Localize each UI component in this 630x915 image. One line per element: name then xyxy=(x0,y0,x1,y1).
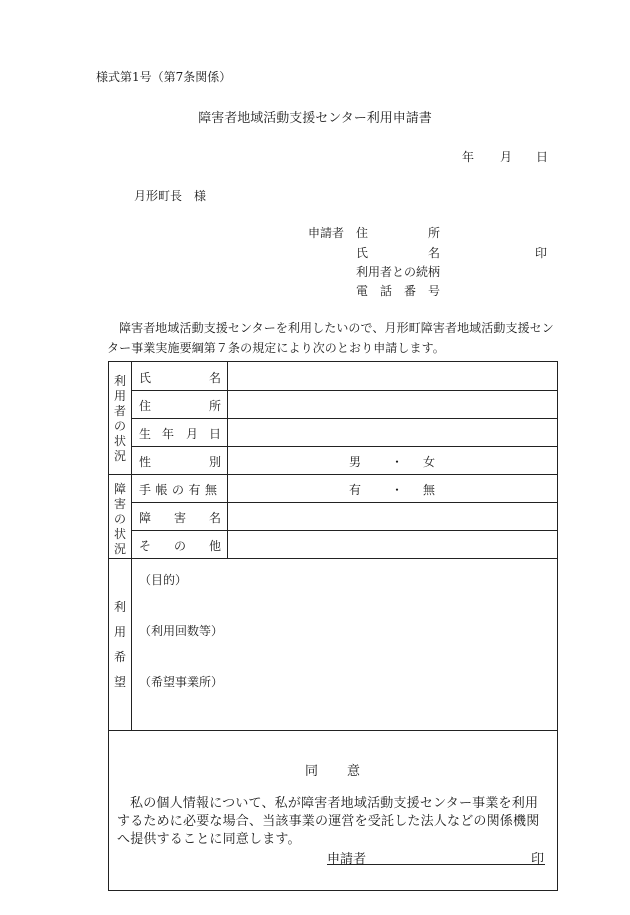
applicant-address-char-2: 所 xyxy=(428,226,441,240)
applicant-phone-char-2: 話 xyxy=(380,284,393,298)
consent-applicant-label: 申請者 xyxy=(327,852,367,867)
section-divider xyxy=(109,474,557,475)
date-year-label: 年 xyxy=(462,150,475,164)
sex-option-female[interactable]: 女 xyxy=(423,455,436,469)
applicant-label: 申請者 xyxy=(308,226,345,240)
disability-section-header: 障 害 の 状 況 xyxy=(113,482,126,556)
applicant-phone-char-4: 号 xyxy=(428,284,441,298)
addressee: 月形町長 様 xyxy=(134,189,207,203)
disability-name-label-char-2: 害 xyxy=(174,511,187,525)
user-address-label-char-1: 住 xyxy=(139,399,152,413)
user-name-label-char-2: 名 xyxy=(209,371,222,385)
other-label-char-1: そ xyxy=(139,539,152,553)
user-name-label-char-1: 氏 xyxy=(139,371,152,385)
row-divider xyxy=(131,390,557,391)
consent-title-char-1: 同 xyxy=(305,764,319,779)
purpose-label: （目的） xyxy=(139,573,188,587)
application-intro-text: 障害者地域活動支援センターを利用したいので、月形町障害者地域活動支援センター事業実施要綱第７条の規定により次のとおり申請します。 xyxy=(107,321,554,355)
applicant-phone-char-1: 電 xyxy=(356,284,369,298)
document-title: 障害者地域活動支援センター利用申請書 xyxy=(198,111,432,126)
other-label-char-2: の xyxy=(174,539,187,553)
sex-label-char-2: 別 xyxy=(209,455,222,469)
consent-title-char-2: 意 xyxy=(347,764,361,779)
date-day-label: 日 xyxy=(536,150,549,164)
row-divider xyxy=(131,502,557,503)
consent-text: 私の個人情報について、私が障害者地域活動支援センター事業を利用するために必要な場合、当該事業の運営を受託した法人などの関係機関へ提供することに同意します。 xyxy=(117,796,540,847)
section-divider xyxy=(109,730,557,731)
applicant-phone-char-3: 番 xyxy=(404,284,417,298)
notebook-option-separator: ・ xyxy=(391,483,404,497)
applicant-name-char-2: 名 xyxy=(428,246,441,260)
consent-signature-line xyxy=(327,864,545,865)
notebook-option-yes[interactable]: 有 xyxy=(349,483,362,497)
sex-option-male[interactable]: 男 xyxy=(349,455,362,469)
birthdate-label-char-2: 年 xyxy=(162,427,175,441)
user-section-header: 利 用 者 の 状 況 xyxy=(113,374,126,463)
notebook-option-no[interactable]: 無 xyxy=(423,483,436,497)
form-number: 様式第1号（第7条関係） xyxy=(96,70,232,84)
application-table xyxy=(108,361,558,891)
label-value-divider xyxy=(227,362,228,558)
other-label-char-3: 他 xyxy=(209,539,222,553)
applicant-seal-mark: 印 xyxy=(535,246,548,260)
applicant-relation-label: 利用者との続柄 xyxy=(356,265,441,279)
sex-option-separator: ・ xyxy=(391,455,404,469)
section-divider xyxy=(109,558,557,559)
usage-frequency-label: （利用回数等） xyxy=(139,624,224,638)
row-divider xyxy=(131,446,557,447)
consent-seal-mark: 印 xyxy=(531,852,545,867)
usage-hope-section-header: 利 用 希 望 xyxy=(113,600,126,689)
applicant-name-char-1: 氏 xyxy=(356,246,369,260)
row-divider xyxy=(131,530,557,531)
disability-name-label-char-1: 障 xyxy=(139,511,152,525)
desired-facility-label: （希望事業所） xyxy=(139,675,224,689)
applicant-address-char-1: 住 xyxy=(356,226,369,240)
row-divider xyxy=(131,418,557,419)
birthdate-label-char-3: 月 xyxy=(186,427,199,441)
birthdate-label-char-1: 生 xyxy=(139,427,152,441)
disability-name-label-char-3: 名 xyxy=(209,511,222,525)
date-month-label: 月 xyxy=(500,150,513,164)
sex-label-char-1: 性 xyxy=(139,455,152,469)
notebook-label: 手帳の有無 xyxy=(139,483,222,497)
birthdate-label-char-4: 日 xyxy=(209,427,222,441)
user-address-label-char-2: 所 xyxy=(209,399,222,413)
